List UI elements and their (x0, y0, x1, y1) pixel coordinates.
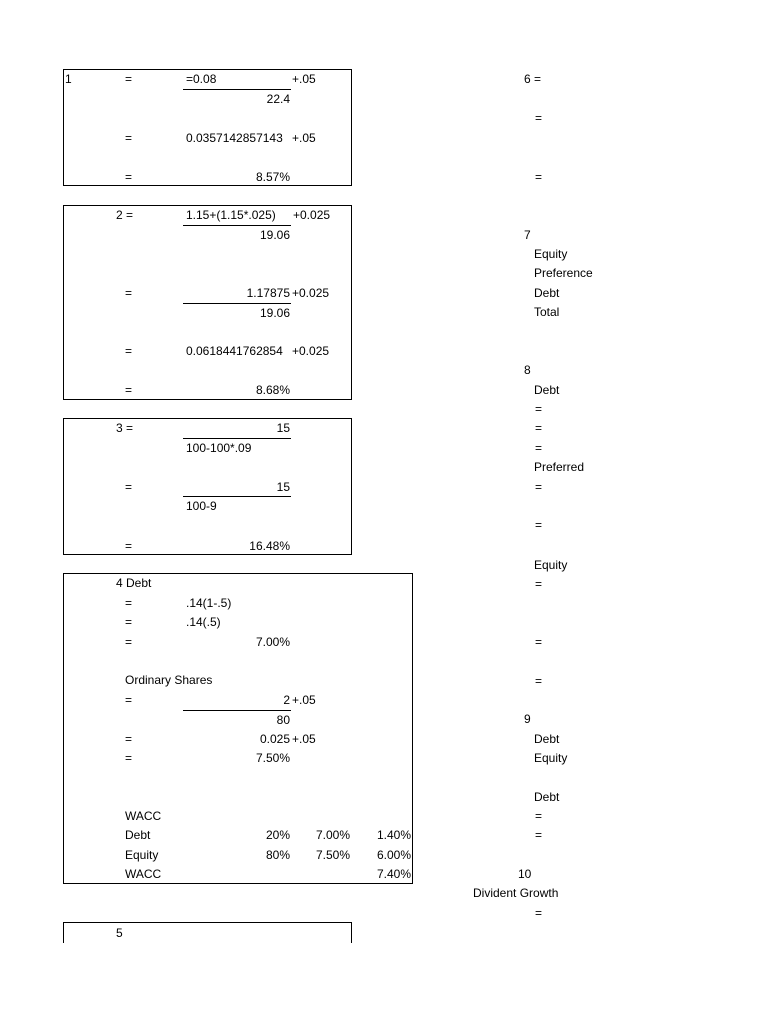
q7-equity-label: Equity (534, 247, 568, 261)
q4-equals-6: = (125, 751, 133, 765)
q7-debt-label: Debt (534, 286, 560, 300)
q3-numerator-1: 15 (276, 421, 290, 435)
wacc-row-product: 6.00% (376, 848, 411, 862)
wacc-row-weight: 20% (265, 828, 290, 842)
q3-fraction-line-1 (183, 438, 291, 439)
q4-equals-1: = (125, 596, 133, 610)
q3-numerator-2: 15 (276, 480, 290, 494)
q8-equity-label: Equity (534, 558, 568, 572)
q1-equals-1: = (125, 72, 133, 86)
q2-equals-3: = (125, 344, 133, 358)
q3-number: 3 = (116, 421, 134, 435)
q2-step-2: 1.17875 (246, 286, 290, 300)
q3-result: 16.48% (249, 539, 290, 553)
q7-number: 7 (524, 228, 531, 242)
q4-equals-4: = (125, 693, 133, 707)
wacc-row-cost: 7.50% (315, 848, 350, 862)
q3-denominator-1: 100-100*.09 (186, 441, 252, 455)
q10-equals: = (535, 906, 543, 920)
q2-plus-2: +0.025 (292, 286, 330, 300)
q8-equals-3: = (535, 441, 543, 455)
wacc-row-product: 1.40% (376, 828, 411, 842)
q4-equals-5: = (125, 732, 133, 746)
q4-ordinary-step: 0.025 (259, 732, 290, 746)
q1-equals-3: = (125, 170, 133, 184)
q10-number: 10 (518, 867, 532, 881)
q4-ordinary-plus: +.05 (292, 693, 316, 707)
q8-equals-7: = (535, 635, 543, 649)
q4-debt-result: 7.00% (255, 635, 290, 649)
q4-ordinary-heading: Ordinary Shares (125, 673, 213, 687)
q8-equals-8: = (535, 674, 543, 688)
q2-result: 8.68% (255, 383, 290, 397)
q2-fraction-line-1 (183, 225, 291, 226)
q5-number: 5 (116, 926, 123, 940)
q8-number: 8 (524, 363, 531, 377)
q9-debt-label-2: Debt (534, 790, 560, 804)
q4-wacc-heading: WACC (125, 809, 162, 823)
q1-denominator: 22.4 (266, 92, 290, 106)
wacc-row-weight: 80% (265, 848, 290, 862)
q2-equals-4: = (125, 383, 133, 397)
q3-fraction-line-2 (183, 496, 291, 497)
q3-equals-3: = (125, 539, 133, 553)
q9-equity-label: Equity (534, 751, 568, 765)
q1-plus-2: +.05 (292, 131, 316, 145)
wacc-row-cost: 7.00% (315, 828, 350, 842)
wacc-row-label: Equity (125, 848, 159, 862)
q4-heading: 4 Debt (116, 576, 152, 590)
wacc-row-product: 7.40% (376, 867, 411, 881)
q2-numerator: 1.15+(1.15*.025) (186, 208, 276, 222)
q3-equals-2: = (125, 480, 133, 494)
q8-equals-4: = (535, 480, 543, 494)
wacc-row-label: Debt (125, 828, 151, 842)
q4-ordinary-plus-2: +.05 (292, 732, 316, 746)
q1-plus-1: +.05 (292, 72, 316, 86)
q2-denominator-1: 19.06 (259, 228, 290, 242)
q6-equals-1: = (535, 111, 543, 125)
q4-ordinary-denominator: 80 (276, 713, 290, 727)
q6-number: 6 = (524, 72, 542, 86)
q9-equals-1: = (535, 809, 543, 823)
question-1-box (63, 69, 352, 186)
q2-fraction-line-2 (183, 303, 291, 304)
q8-equals-1: = (535, 402, 543, 416)
q8-equals-5: = (535, 518, 543, 532)
q2-equals-2: = (125, 286, 133, 300)
q4-fraction-line (183, 710, 291, 711)
q4-ordinary-numerator: 2 (283, 693, 290, 707)
q8-equals-2: = (535, 421, 543, 435)
question-5-box (63, 922, 352, 943)
q1-equals-2: = (125, 131, 133, 145)
q2-denominator-2: 19.06 (259, 306, 290, 320)
q1-result: 8.57% (255, 170, 290, 184)
q8-equals-6: = (535, 577, 543, 591)
q1-fraction-line (183, 89, 291, 90)
q2-plus-1: +0.025 (293, 208, 331, 222)
q9-debt-label: Debt (534, 732, 560, 746)
q4-ordinary-result: 7.50% (255, 751, 290, 765)
q7-total-label: Total (534, 305, 560, 319)
q4-equals-2: = (125, 615, 133, 629)
q4-equals-3: = (125, 635, 133, 649)
q2-step-3: 0.0618441762854 (186, 344, 283, 358)
q4-debt-step-1: .14(1-.5) (186, 596, 232, 610)
q9-equals-2: = (535, 828, 543, 842)
q7-preference-label: Preference (534, 266, 593, 280)
q10-dividend-growth-label: Divident Growth (473, 886, 559, 900)
q2-plus-3: +0.025 (292, 344, 330, 358)
wacc-row-label: WACC (125, 867, 162, 881)
q8-preferred-label: Preferred (534, 460, 585, 474)
q1-step-2: 0.0357142857143 (186, 131, 283, 145)
q8-debt-label: Debt (534, 383, 560, 397)
q3-denominator-2: 100-9 (186, 499, 217, 513)
q9-number: 9 (524, 712, 531, 726)
q4-debt-step-2: .14(.5) (186, 615, 221, 629)
q1-number: 1 (65, 72, 72, 86)
q2-number: 2 = (116, 208, 134, 222)
q6-equals-2: = (535, 170, 543, 184)
q1-numerator: =0.08 (186, 72, 217, 86)
